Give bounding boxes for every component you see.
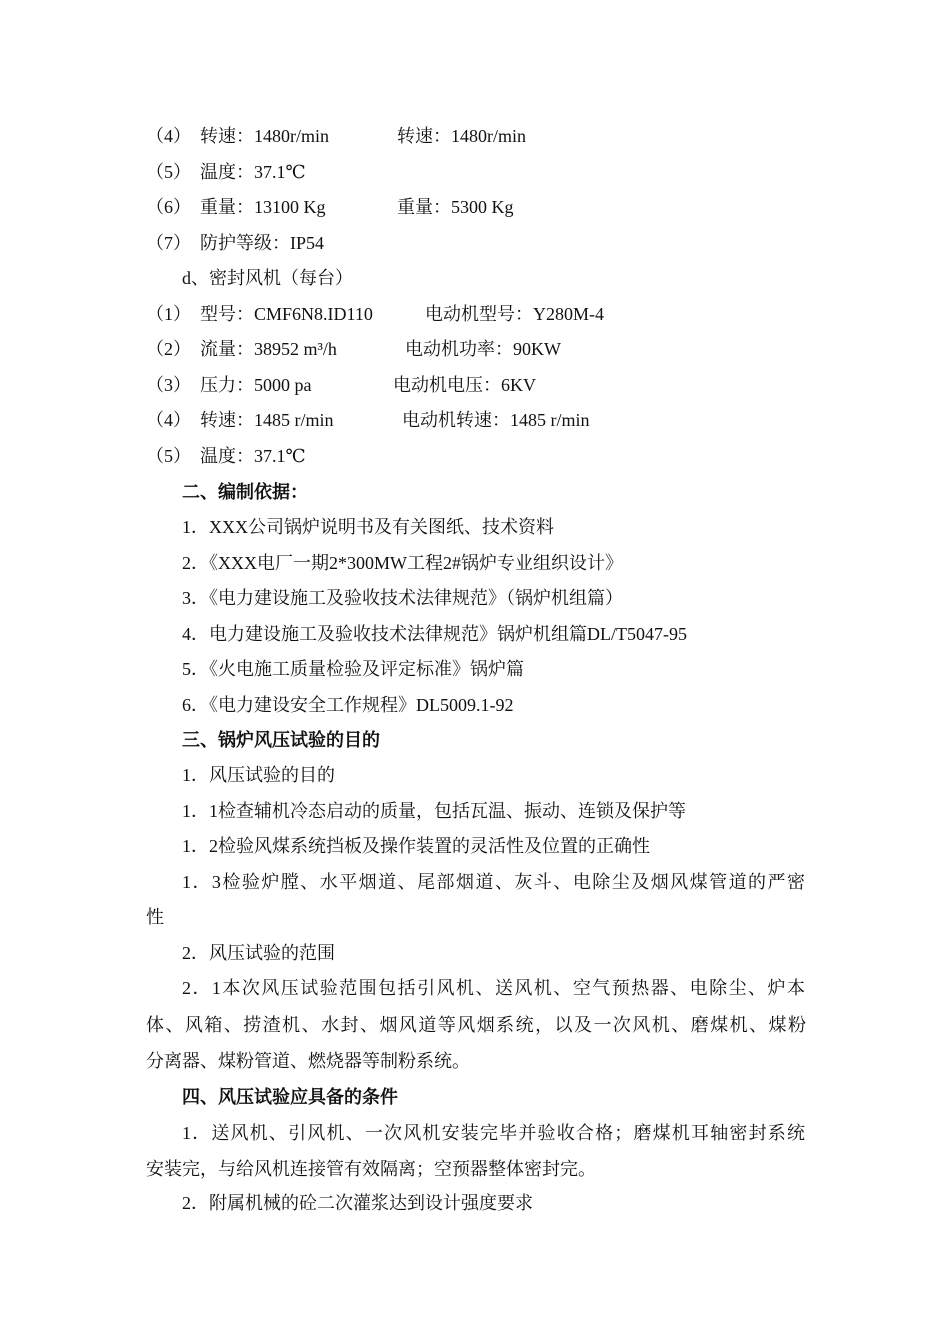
list-item: 6．《电力建设安全工作规程》DL5009.1-92 <box>182 695 514 715</box>
paragraph-line: 2．1本次风压试验范围包括引风机、送风机、空气预热器、电除尘、炉本 <box>182 978 805 998</box>
paragraph-line: 安装完，与给风机连接管有效隔离；空预器整体密封完。 <box>146 1159 596 1179</box>
spec-line <box>146 373 536 397</box>
spec-right: 重量：5300 Kg <box>397 197 514 217</box>
item-number: （1） <box>146 304 191 324</box>
spec-line <box>146 302 604 326</box>
paragraph <box>146 1013 806 1037</box>
list-item: 3．《电力建设施工及验收技术法律规范》（锅炉机组篇） <box>182 588 623 608</box>
paragraph: 1．风压试验的目的 <box>182 765 335 785</box>
paragraph <box>182 976 805 1000</box>
spec-left: 型号：CMF6N8.ID110 <box>200 304 373 324</box>
spec-line <box>146 195 514 219</box>
item-number: （3） <box>146 375 191 395</box>
spec-right: 转速：1480r/min <box>397 126 526 146</box>
spec-line <box>146 160 306 184</box>
spec-left: 温度：37.1℃ <box>200 446 306 466</box>
paragraph-line: 1．3检验炉膛、水平烟道、尾部烟道、灰斗、电除尘及烟风煤管道的严密 <box>182 872 805 892</box>
spec-left: 转速：1480r/min <box>200 126 329 146</box>
list-item: 4．电力建设施工及验收技术法律规范》锅炉机组篇DL/T5047-95 <box>182 624 687 644</box>
spec-left: 转速：1485 r/min <box>200 410 334 430</box>
spec-line <box>146 444 306 468</box>
paragraph <box>182 870 805 894</box>
item-number: （4） <box>146 410 191 430</box>
item-number: （7） <box>146 233 191 253</box>
spec-left: 压力：5000 pa <box>200 375 312 395</box>
seal-fan-title: d、密封风机（每台） <box>182 268 353 288</box>
item-number: （5） <box>146 446 191 466</box>
spec-line <box>146 124 526 148</box>
spec-left: 重量：13100 Kg <box>200 197 326 217</box>
paragraph-line: 1．送风机、引风机、一次风机安装完毕并验收合格；磨煤机耳轴密封系统 <box>182 1123 805 1143</box>
spec-line <box>146 337 561 361</box>
spec-right: 电动机型号：Y280M-4 <box>425 304 604 324</box>
list-item: 2．《XXX电厂一期2*300MW工程2#锅炉专业组织设计》 <box>182 553 623 573</box>
paragraph-line: 体、风箱、捞渣机、水封、烟风道等风烟系统，以及一次风机、磨煤机、煤粉 <box>146 1015 806 1035</box>
paragraph-line: 分离器、煤粉管道、燃烧器等制粉系统。 <box>146 1051 470 1071</box>
section-heading: 四、风压试验应具备的条件 <box>182 1087 398 1107</box>
section-heading: 二、编制依据： <box>182 482 308 502</box>
spec-left: 防护等级：IP54 <box>200 233 325 253</box>
item-number: （5） <box>146 162 191 182</box>
section-heading: 三、锅炉风压试验的目的 <box>182 730 380 750</box>
spec-right: 电动机转速：1485 r/min <box>402 410 590 430</box>
spec-line <box>146 231 324 255</box>
spec-line <box>146 408 590 432</box>
list-item: 1．XXX公司锅炉说明书及有关图纸、技术资料 <box>182 517 554 537</box>
spec-left: 温度：37.1℃ <box>200 162 306 182</box>
spec-right: 电动机功率：90KW <box>405 339 561 359</box>
paragraph: 2．风压试验的范围 <box>182 943 335 963</box>
paragraph-line: 性 <box>146 907 164 927</box>
item-number: （6） <box>146 197 191 217</box>
spec-right: 电动机电压：6KV <box>393 375 536 395</box>
list-item: 5．《火电施工质量检验及评定标准》锅炉篇 <box>182 659 524 679</box>
item-number: （4） <box>146 126 191 146</box>
paragraph: 1．1检查辅机冷态启动的质量，包括瓦温、振动、连锁及保护等 <box>182 801 686 821</box>
spec-left: 流量：38952 m³/h <box>200 339 337 359</box>
paragraph: 1．2检验风煤系统挡板及操作装置的灵活性及位置的正确性 <box>182 836 650 856</box>
paragraph: 2．附属机械的砼二次灌浆达到设计强度要求 <box>182 1193 533 1213</box>
paragraph <box>182 1121 805 1145</box>
item-number: （2） <box>146 339 191 359</box>
